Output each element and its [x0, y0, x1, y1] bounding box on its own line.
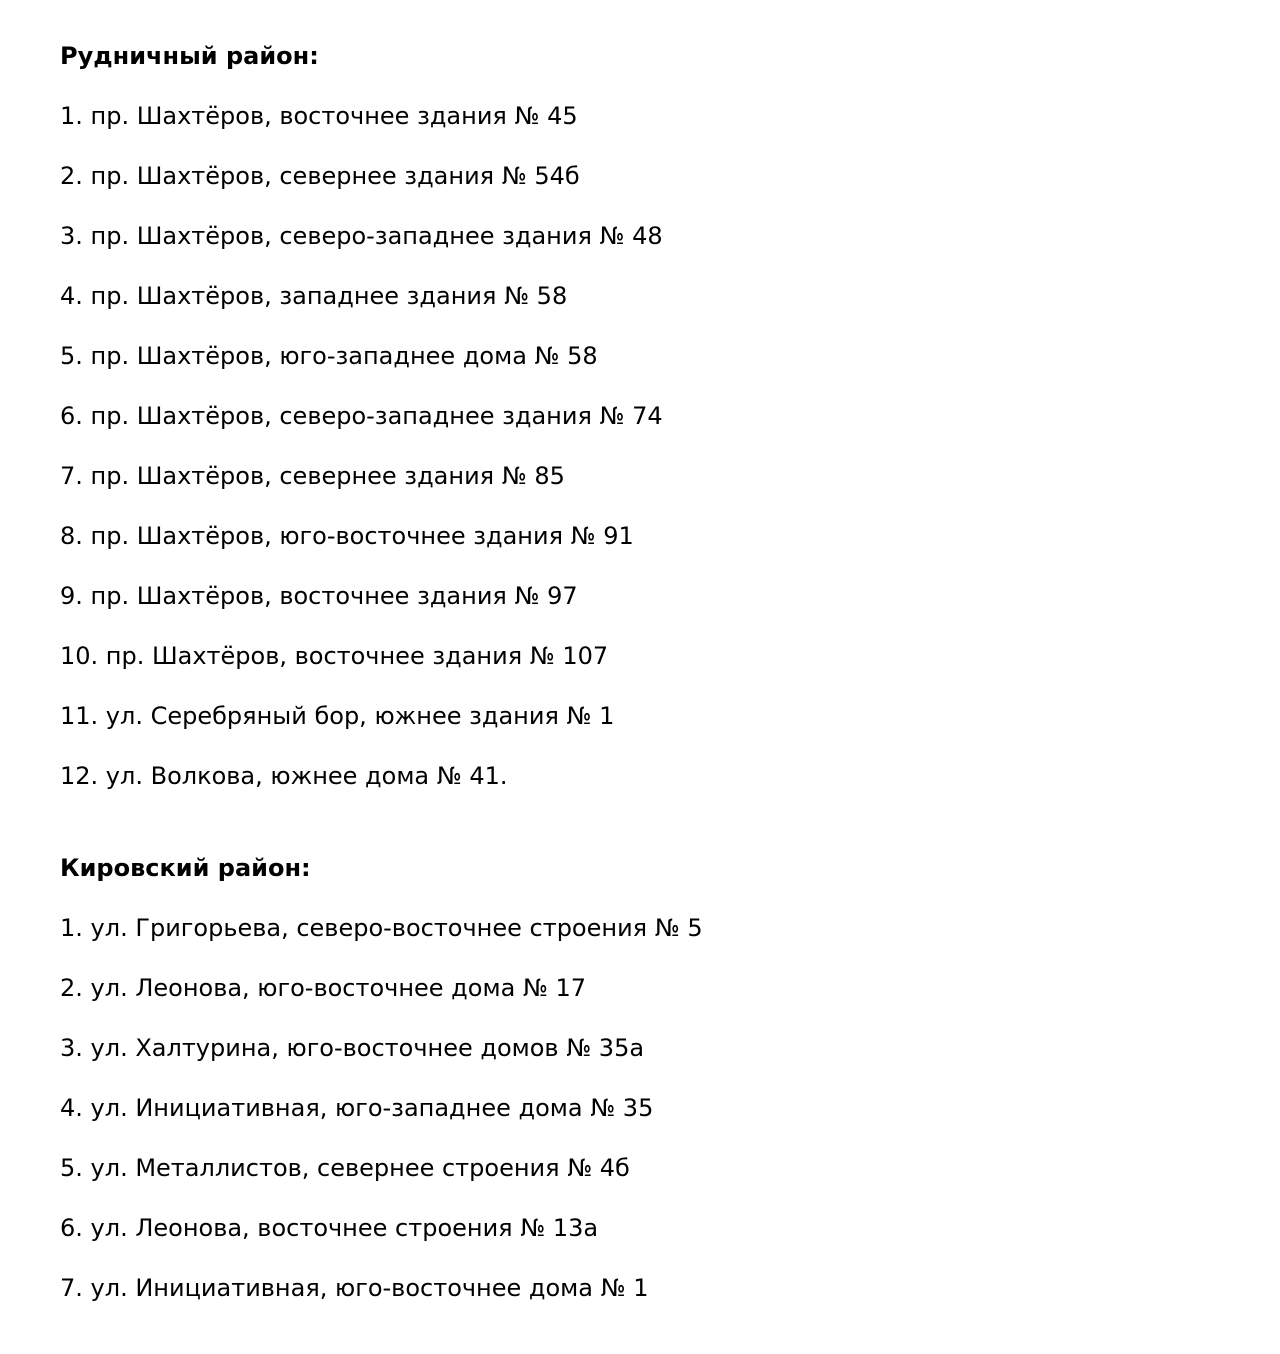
list-item: 9. пр. Шахтёров, восточнее здания № 97 [60, 582, 578, 610]
section-spacer [60, 820, 1280, 852]
list-item: 6. ул. Леонова, восточнее строения № 13а [60, 1214, 599, 1242]
list-item: 8. пр. Шахтёров, юго-восточнее здания № 91 [60, 522, 634, 550]
list-item: 2. пр. Шахтёров, севернее здания № 54б [60, 162, 580, 190]
list-item: 6. пр. Шахтёров, северо-западнее здания № 74 [60, 402, 663, 430]
list-item: 10. пр. Шахтёров, восточнее здания № 107 [60, 642, 609, 670]
list-item: 4. пр. Шахтёров, западнее здания № 58 [60, 282, 568, 310]
list-item: 3. ул. Халтурина, юго-восточнее домов № 35а [60, 1034, 645, 1062]
list-item: 7. ул. Инициативная, юго-восточнее дома № 1 [60, 1274, 649, 1302]
list-item: 5. пр. Шахтёров, юго-западнее дома № 58 [60, 342, 598, 370]
list-item: 11. ул. Серебряный бор, южнее здания № 1 [60, 702, 615, 730]
section-title-kirovsky: Кировский район: [60, 854, 311, 882]
list-item: 2. ул. Леонова, юго-восточнее дома № 17 [60, 974, 587, 1002]
list-item: 7. пр. Шахтёров, севернее здания № 85 [60, 462, 565, 490]
list-item: 5. ул. Металлистов, севернее строения № 4б [60, 1154, 630, 1182]
section-title-rudnichny: Рудничный район: [60, 42, 319, 70]
list-item: 1. пр. Шахтёров, восточнее здания № 45 [60, 102, 578, 130]
list-item: 3. пр. Шахтёров, северо-западнее здания № 48 [60, 222, 663, 250]
list-item: 1. ул. Григорьева, северо-восточнее строения № 5 [60, 914, 703, 942]
list-item: 4. ул. Инициативная, юго-западнее дома № 35 [60, 1094, 654, 1122]
list-item: 12. ул. Волкова, южнее дома № 41. [60, 762, 508, 790]
